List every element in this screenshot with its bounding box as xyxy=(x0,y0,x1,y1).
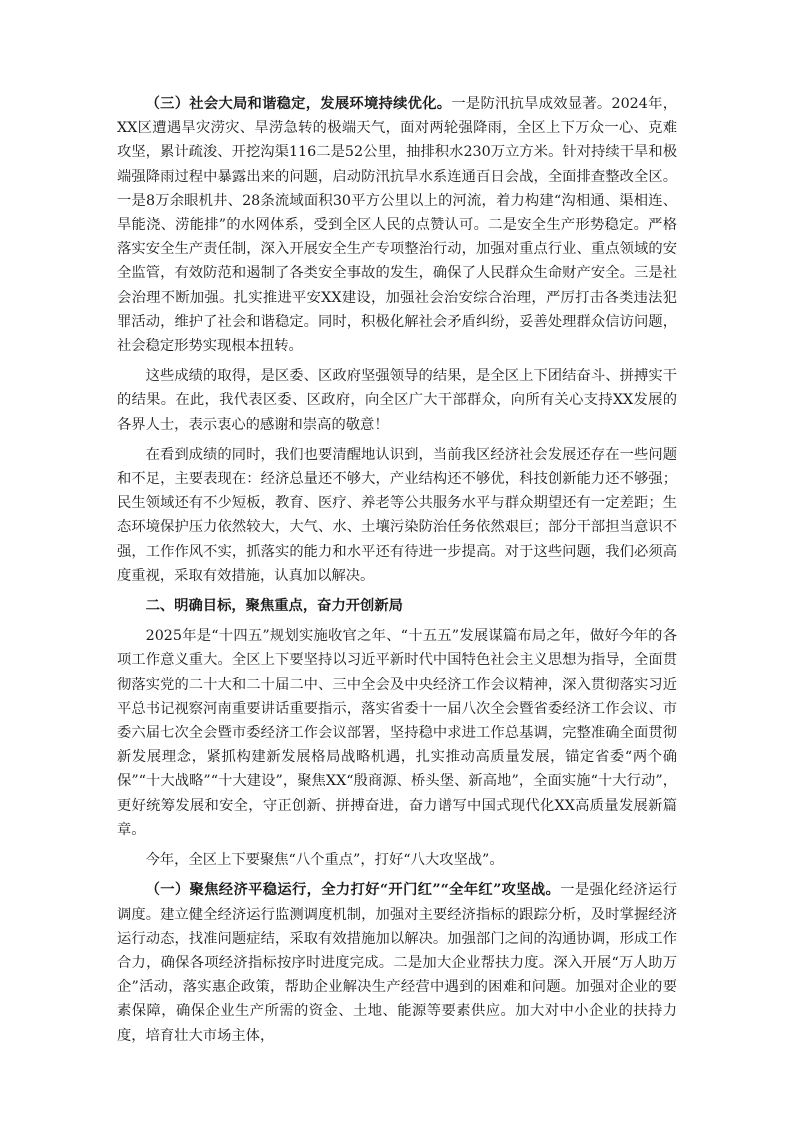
paragraph-2025-goals xyxy=(117,624,677,842)
paragraph-body: 在看到成绩的同时，我们也要清醒地认识到，当前我区经济社会发展还存在一些问题和不足，主要表现在：经济总量还不够大，产业结构还不够优，科技创新能力还不够强；民生领域还有不少短板，教育、医疗、养老等公共服务水平与群众期望还有一定差距；生态环境保护压力依然较大，大气、水、土壤污染防治任务依然艰巨；部分干部担当意识不强，工作作风不实，抓落实的能力和水平还有待进一步提高。对于这些问题，我们必须高度重视，采取有效措施，认真加以解决。 xyxy=(117,446,677,584)
paragraph-lead: （三）社会大局和谐稳定，发展环境持续优化。 xyxy=(145,96,452,112)
paragraph-body: 2025年是“十四五”规划实施收官之年、“十五五”发展谋篇布局之年，做好今年的各项工作意义重大。全区上下要坚持以习近平新时代中国特色社会主义思想为指导，全面贯彻落实党的二十大和二十届二中、三中全会及中央经济工作会议精神，深入贯彻落实习近平总书记视察河南重要讲话重要指示，落实省委十一届八次全会暨省委经济工作会议、市委六届七次全会暨市委经济工作会议部署，坚持稳中求进工作总基调，完整准确全面贯彻新发展理念，紧抓构建新发展格局战略机遇，扎实推动高质量发展，锚定省委“两个确保”“十大战略”“十大建设”，聚焦XX“殷商源、桥头堡、新高地”，全面实施“十大行动”，更好统筹发展和安全，守正创新、拼搏奋进，奋力谱写中国式现代化XX高质量发展新篇章。 xyxy=(117,628,677,838)
paragraph-body: 一是防汛抗旱成效显著。2024年，XX区遭遇旱灾涝灾、旱涝急转的极端天气，面对两轮强降雨，全区上下万众一心、克难攻坚，累计疏浚、开挖沟渠116二是52公里，抽排积水230万立方米。针对持续干旱和极端强降雨过程中暴露出来的问题，启动防汛抗旱水系连通百日会战，全面排查整改全区。一是8万余眼机井、28条流域面积30平方公里以上的河流，着力构建“沟相通、渠相连、旱能浇、涝能排”的水网体系，受到全区人民的点赞认可。二是安全生产形势稳定。严格落实安全生产责任制，深入开展安全生产专项整治行动，加强对重点行业、重点领域的安全监管，有效防范和遏制了各类安全事故的发生，确保了人民群众生命财产安全。三是社会治理不断加强。扎实推进平安XX建设，加强社会治安综合治理，严厉打击各类违法犯罪活动，维护了社会和谐稳定。同时，积极化解社会矛盾纠纷，妥善处理群众信访问题，社会稳定形势实现根本扭转。 xyxy=(117,96,677,355)
paragraph-social-stability xyxy=(117,92,677,358)
document-page xyxy=(117,92,677,1054)
section-heading: 二、明确目标，聚焦重点，奋力开创新局 xyxy=(145,598,403,615)
paragraph-body: 这些成绩的取得，是区委、区政府坚强领导的结果，是全区上下团结奋斗、拼搏实干的结果。在此，我代表区委、区政府，向全区广大干部群众，向所有关心支持XX发展的各界人士，表示衷心的感谢和崇高的敬意！ xyxy=(117,368,677,433)
paragraph-achievements-thanks xyxy=(117,364,677,437)
paragraph-lead: （一）聚焦经济平稳运行，全力打好“开门红”“全年红”攻坚战。 xyxy=(145,882,561,899)
paragraph-body: 一是强化经济运行调度。建立健全经济运行监测调度机制，加强对主要经济指标的跟踪分析，及时掌握经济运行动态，找准问题症结，采取有效措施加以解决。加强部门之间的沟通协调，形成工作合力，确保各项经济指标按序时进度完成。二是加大企业帮扶力度。深入开展“万人助万企”活动，落实惠企政策，帮助企业解决生产经营中遇到的困难和问题。加强对企业的要素保障，确保企业生产所需的资金、土地、能源等要素供应。加大对中小企业的扶持力度，培育壮大市场主体， xyxy=(117,882,677,1044)
paragraph-problems xyxy=(117,443,677,588)
paragraph-eight-focus xyxy=(117,848,677,872)
paragraph-economic-operation xyxy=(117,878,677,1047)
paragraph-body: 今年，全区上下要聚焦“八个重点”，打好“八大攻坚战”。 xyxy=(145,852,504,869)
